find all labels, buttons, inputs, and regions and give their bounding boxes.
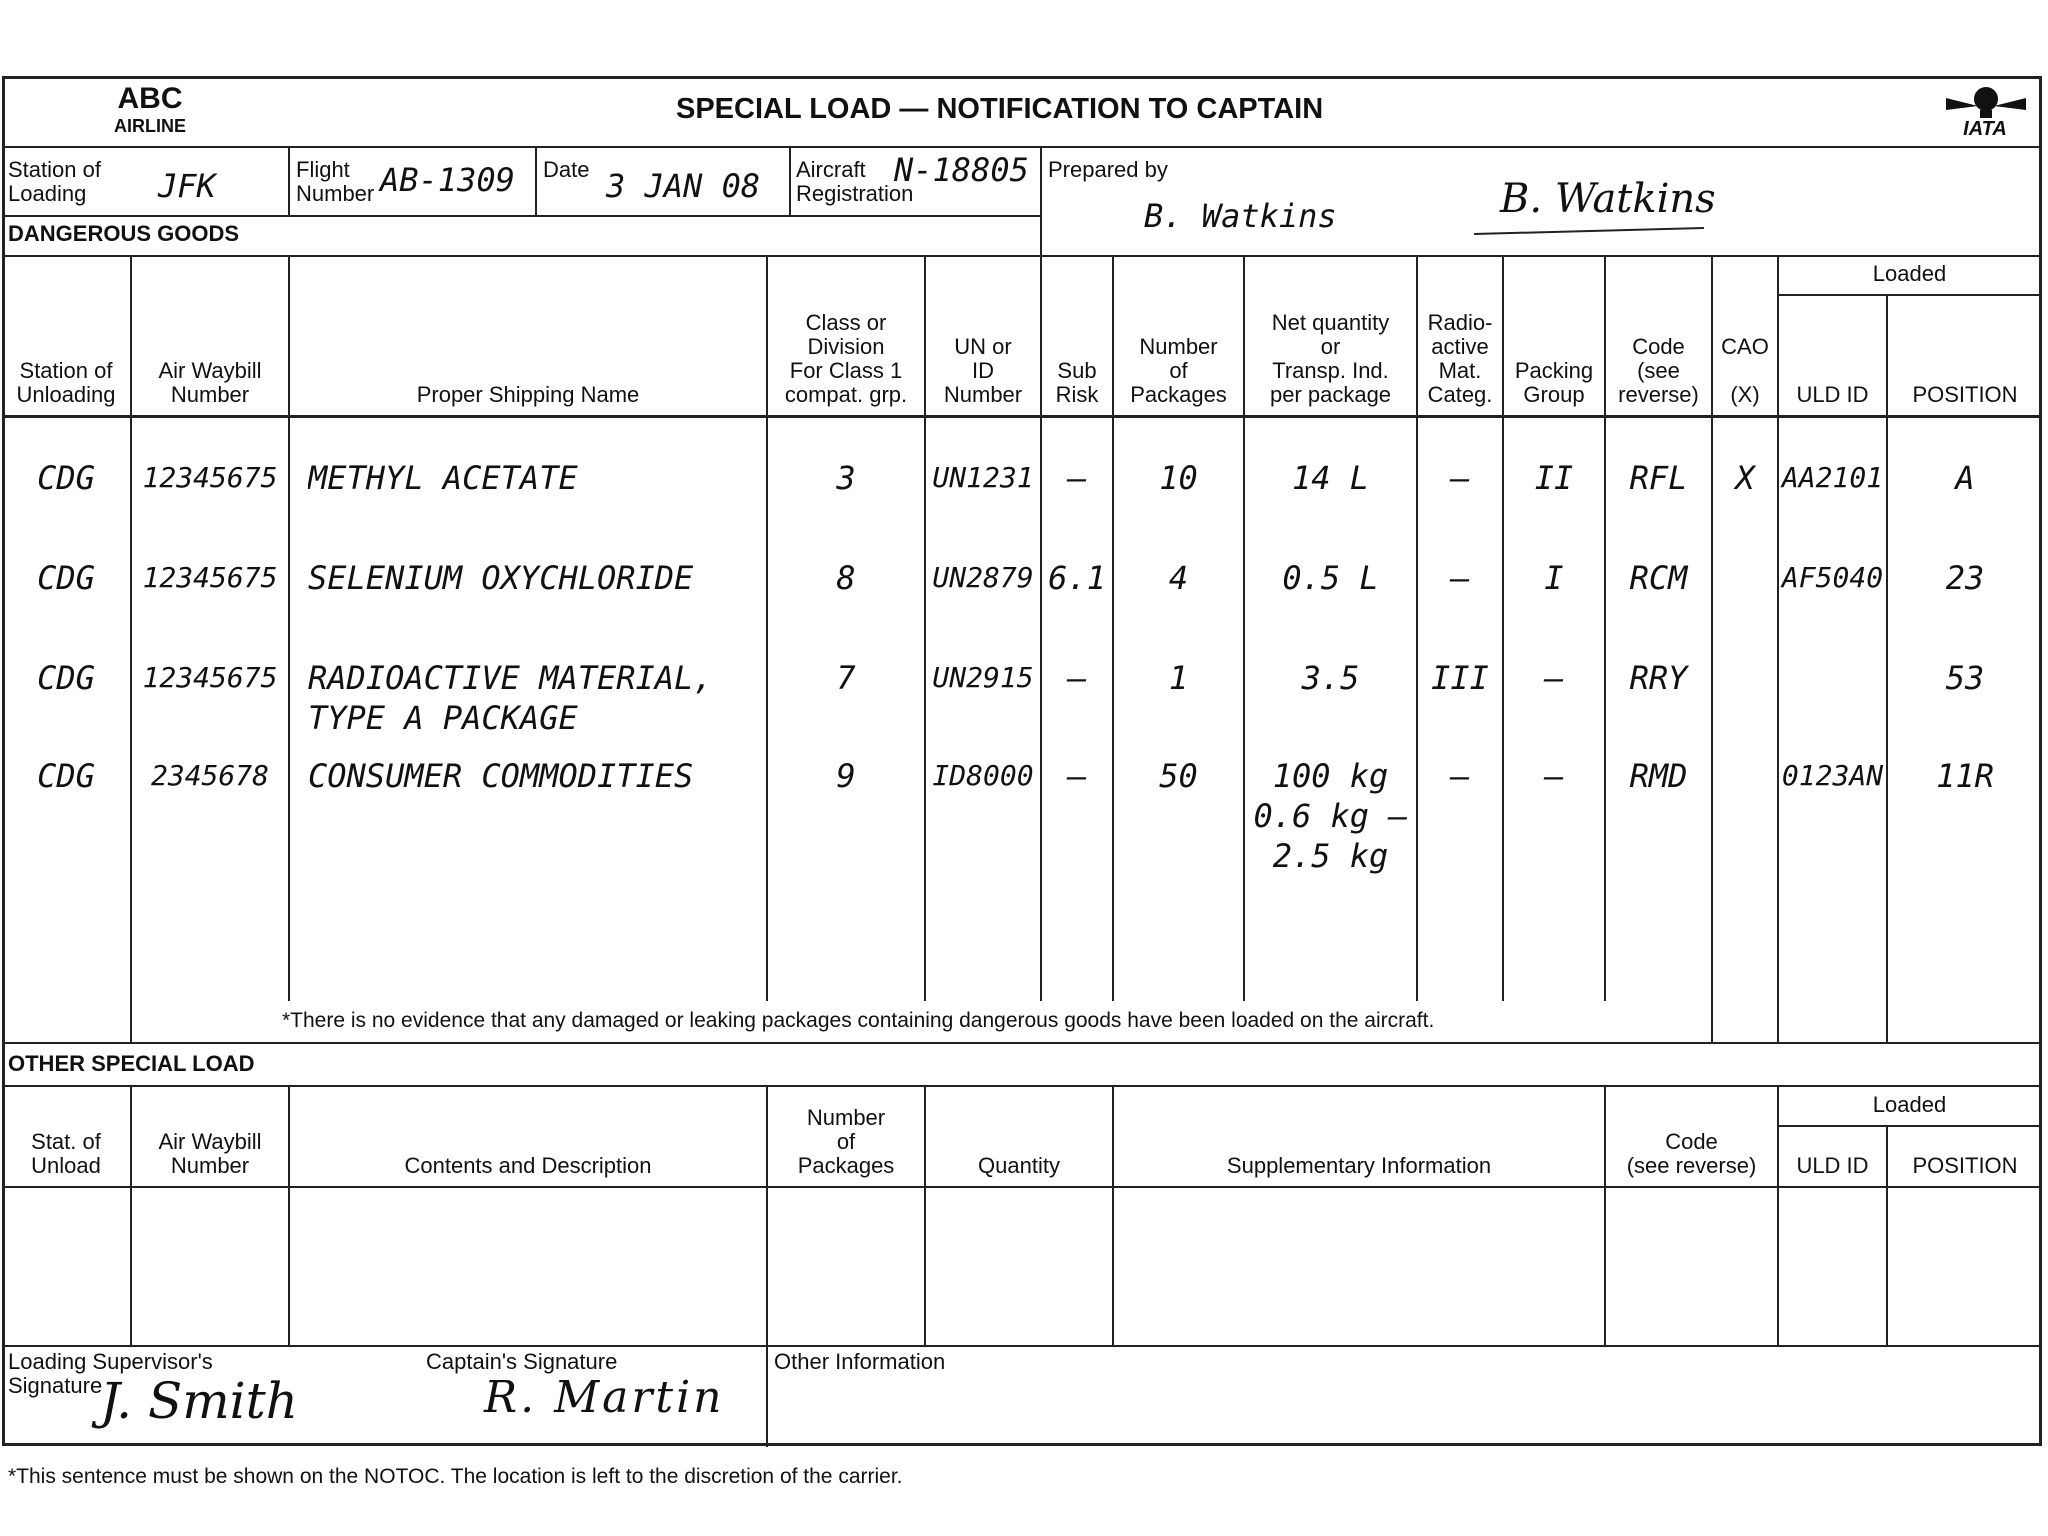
osl-col-code: Code (see reverse) (1626, 1129, 1757, 1178)
date-value: 3 JAN 08 (606, 167, 761, 205)
dg-cell-packages: 4 (1168, 559, 1189, 597)
flight-number-label: Flight Number (296, 157, 375, 206)
dg-cell-radioactive: — (1450, 459, 1470, 497)
dg-cell-un-number: UN1231 (932, 461, 1034, 494)
dg-cell-sub-risk: — (1067, 757, 1087, 795)
dg-cell-packing-group: I (1544, 559, 1564, 597)
divider (1040, 148, 1042, 256)
date-label: Date (543, 157, 590, 182)
osl-loaded-label: Loaded (1872, 1092, 1947, 1117)
col-uld-id: ULD ID (1796, 382, 1869, 407)
osl-col-packages: Number of Packages (797, 1105, 895, 1178)
osl-col-quantity: Quantity (978, 1153, 1060, 1178)
dg-cell-un-number: UN2879 (932, 561, 1034, 594)
divider (2, 1042, 2042, 1044)
aircraft-registration-label: Aircraft Registration (796, 157, 914, 206)
dg-cell-position: 11R (1936, 757, 1994, 795)
osl-col-uld-id: ULD ID (1796, 1153, 1869, 1178)
col-position: POSITION (1912, 382, 2018, 407)
aircraft-registration-value: N-18805 (894, 151, 1029, 189)
dg-cell-class: 3 (836, 459, 856, 497)
loading-supervisor-label: Loading Supervisor's Signature (8, 1349, 213, 1398)
captain-signature: R. Martin (484, 1372, 725, 1423)
dg-cell-un-number: UN2915 (932, 661, 1034, 694)
prepared-by-label: Prepared by (1048, 157, 1168, 182)
divider (2, 1186, 2042, 1188)
dg-cell-un-number: ID8000 (932, 759, 1034, 792)
col-cao: CAO (X) (1721, 334, 1769, 407)
dg-cell-radioactive: III (1431, 659, 1489, 697)
dg-cell-shipping-name: CONSUMER COMMODITIES (308, 757, 694, 795)
col-shipping-name: Proper Shipping Name (416, 382, 640, 407)
logo-name: ABC (117, 82, 183, 115)
logo-subtitle: AIRLINE (114, 116, 186, 136)
col-radioactive: Radio- active Mat. Categ. (1427, 310, 1493, 407)
other-information-label: Other Information (774, 1349, 946, 1374)
dg-cell-position: A (1955, 459, 1975, 497)
dg-cell-radioactive: — (1450, 757, 1470, 795)
osl-col-position: POSITION (1912, 1153, 2018, 1178)
dg-cell-radioactive: — (1450, 559, 1470, 597)
osl-col-air-waybill: Air Waybill Number (158, 1129, 262, 1178)
dg-cell-packing-group: II (1534, 459, 1574, 497)
prepared-by-value: B. Watkins (1144, 197, 1337, 235)
col-sub-risk: Sub Risk (1055, 358, 1099, 407)
iata-logo (1940, 84, 2030, 142)
dg-cell-station: CDG (37, 659, 95, 697)
dg-cell-cao: X (1735, 459, 1755, 497)
captain-signature-label: Captain's Signature (426, 1349, 618, 1374)
dg-table-row (0, 756, 2048, 875)
dg-cell-code: RFL (1629, 459, 1688, 497)
prepared-by-signature: B. Watkins (1500, 176, 1716, 222)
dg-cell-quantity: 3.5 (1301, 659, 1360, 697)
divider (2, 415, 2042, 418)
dg-table-row (0, 458, 2048, 548)
dg-cell-class: 7 (836, 659, 856, 697)
dg-cell-packing-group: — (1544, 659, 1564, 697)
col-un-number: UN or ID Number (943, 334, 1023, 407)
dg-cell-quantity: 100 kg 0.6 kg – 2.5 kg (1253, 757, 1408, 875)
dangerous-goods-title: DANGEROUS GOODS (8, 221, 240, 246)
dg-cell-awb: 12345675 (142, 561, 278, 594)
dg-cell-packing-group: — (1544, 757, 1564, 795)
dg-table-row (0, 558, 2048, 648)
dg-cell-position: 53 (1945, 659, 1985, 697)
dg-cell-class: 9 (836, 757, 856, 795)
dg-cell-shipping-name: METHYL ACETATE (308, 459, 578, 497)
dg-cell-station: CDG (37, 459, 95, 497)
dg-cell-uld-id: AA2101 (1781, 461, 1884, 494)
divider (2, 146, 2042, 148)
dg-cell-sub-risk: — (1067, 459, 1087, 497)
dg-cell-position: 23 (1945, 559, 1985, 597)
station-of-loading-value: JFK (158, 167, 216, 205)
form-title: SPECIAL LOAD — NOTIFICATION TO CAPTAIN (676, 93, 1324, 125)
col-class-division: Class or Division For Class 1 compat. grp. (784, 310, 908, 407)
dg-cell-uld-id: AF5040 (1781, 561, 1884, 594)
col-code: Code (see reverse) (1618, 334, 1699, 407)
osl-col-supplementary: Supplementary Information (1226, 1153, 1492, 1178)
divider (288, 148, 290, 215)
iata-text: IATA (1963, 118, 2007, 140)
dg-cell-awb: 12345675 (142, 661, 278, 694)
dg-cell-station: CDG (37, 559, 95, 597)
dg-cell-class: 8 (836, 559, 856, 597)
dg-cell-sub-risk: — (1067, 659, 1087, 697)
dg-footnote: *There is no evidence that any damaged or leaking packages containing dangerous goods have been loaded on the aircraft. (282, 1009, 1435, 1032)
dg-loaded-label: Loaded (1872, 261, 1947, 286)
dg-cell-awb: 12345675 (142, 461, 278, 494)
other-special-load-title: OTHER SPECIAL LOAD (8, 1051, 255, 1076)
dg-cell-station: CDG (37, 757, 95, 795)
station-of-loading-label: Station of Loading (8, 157, 101, 206)
divider (789, 148, 791, 215)
dg-cell-sub-risk: 6.1 (1048, 559, 1106, 597)
col-air-waybill: Air Waybill Number (158, 358, 262, 407)
dg-cell-shipping-name: RADIOACTIVE MATERIAL, TYPE A PACKAGE (308, 659, 713, 737)
dg-cell-awb: 2345678 (150, 759, 269, 792)
col-station-unloading: Station of Unloading (16, 358, 116, 407)
dg-cell-uld-id: 0123AN (1781, 759, 1884, 792)
col-number-packages: Number of Packages (1130, 334, 1227, 407)
dg-header-row (0, 257, 2048, 415)
divider (2, 1345, 2042, 1347)
dg-cell-shipping-name: SELENIUM OXYCHLORIDE (308, 559, 694, 597)
osl-col-station: Stat. of Unload (31, 1129, 101, 1178)
col-packing-group: Packing Group (1514, 358, 1594, 407)
osl-col-contents: Contents and Description (404, 1153, 652, 1178)
dg-cell-code: RRY (1629, 659, 1688, 697)
divider (535, 148, 537, 215)
dg-cell-code: RCM (1629, 559, 1688, 597)
dg-cell-code: RMD (1629, 757, 1688, 795)
dg-cell-quantity: 14 L (1291, 459, 1370, 497)
osl-header-row (0, 1087, 2048, 1186)
footer-note: *This sentence must be shown on the NOTOC. The location is left to the discretion of the carrier. (8, 1465, 903, 1488)
dg-cell-packages: 50 (1159, 757, 1198, 795)
dg-cell-quantity: 0.5 L (1282, 559, 1379, 597)
dg-cell-packages: 10 (1159, 459, 1198, 497)
loading-supervisor-signature: J. Smith (100, 1372, 298, 1430)
dg-cell-packages: 1 (1168, 659, 1189, 697)
col-net-quantity: Net quantity or Transp. Ind. per package (1269, 310, 1392, 407)
divider (2, 215, 1042, 217)
flight-number-value: AB-1309 (380, 161, 515, 199)
dg-table-row (0, 658, 2048, 748)
